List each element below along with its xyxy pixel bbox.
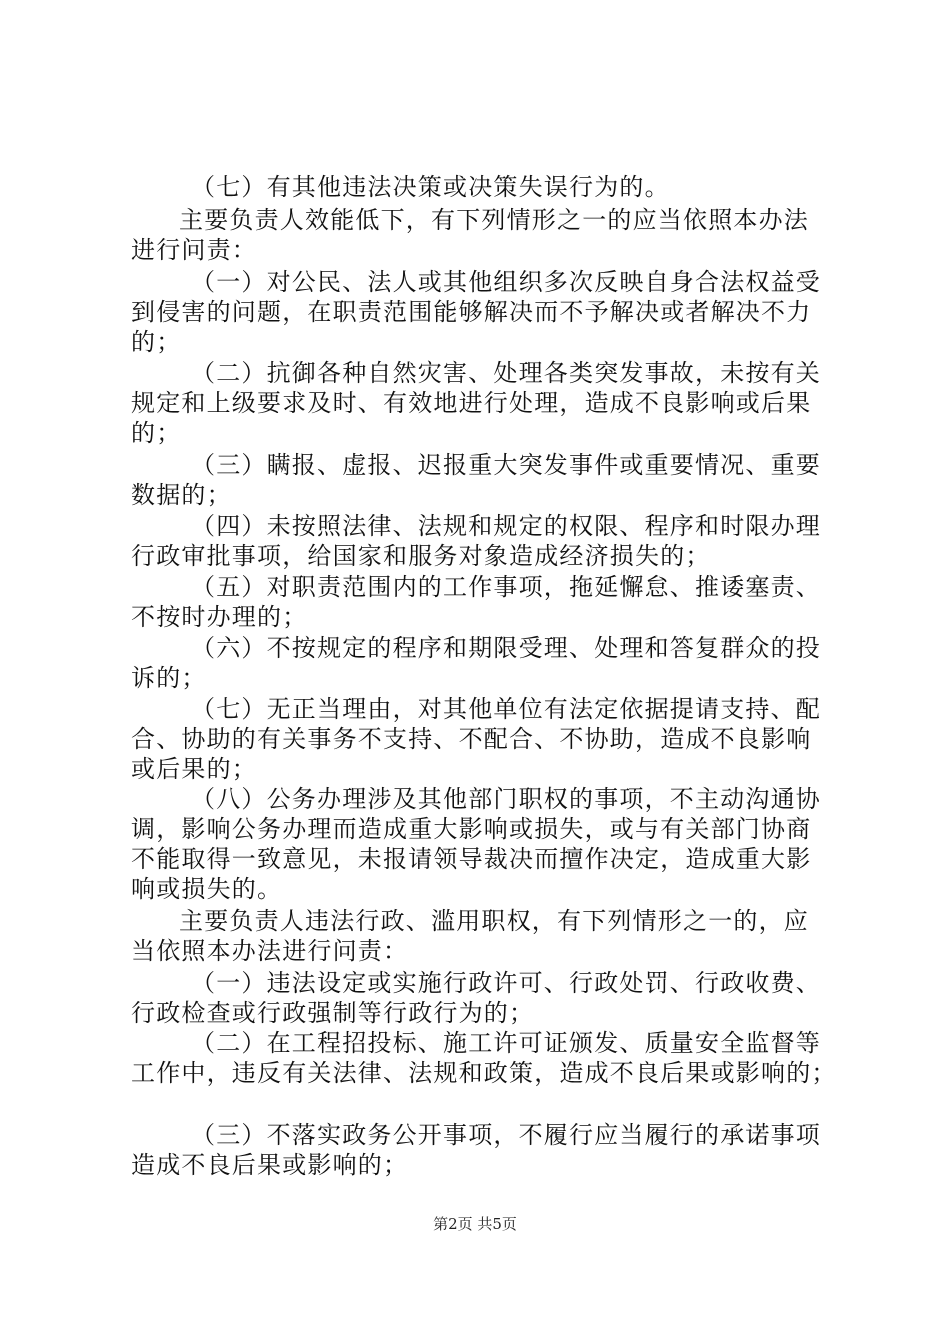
text-line: 主要负责人效能低下，有下列情形之一的应当依照本办法 <box>179 206 809 234</box>
text-line: 行政审批事项，给国家和服务对象造成经济损失的； <box>131 542 711 570</box>
text-line: （二）在工程招投标、施工许可证颁发、质量安全监督等 <box>191 1029 821 1057</box>
text-line: （三）瞒报、虚报、迟报重大突发事件或重要情况、重要 <box>191 451 821 479</box>
text-line: （四）未按照法律、法规和规定的权限、程序和时限办理 <box>191 512 821 540</box>
text-line: （一）对公民、法人或其他组织多次反映自身合法权益受 <box>191 268 821 296</box>
text-line: 造成不良后果或影响的； <box>131 1151 409 1179</box>
text-line: 数据的； <box>131 481 232 509</box>
text-line: 诉的； <box>131 664 207 692</box>
text-line: （六）不按规定的程序和期限受理、处理和答复群众的投 <box>191 634 821 662</box>
text-line: 的； <box>131 328 182 356</box>
text-line: 到侵害的问题，在职责范围能够解决而不予解决或者解决不力 <box>131 298 812 326</box>
text-line: 行政检查或行政强制等行政行为的； <box>131 999 535 1027</box>
text-line: 工作中，违反有关法律、法规和政策，造成不良后果或影响的； <box>131 1059 837 1087</box>
text-line: 当依照本办法进行问责： <box>131 937 409 965</box>
text-line: 或后果的； <box>131 755 257 783</box>
text-line: 规定和上级要求及时、有效地进行处理，造成不良影响或后果 <box>131 389 812 417</box>
text-line: 的； <box>131 419 182 447</box>
text-line: （八）公务办理涉及其他部门职权的事项，不主动沟通协 <box>191 785 821 813</box>
text-line: 合、协助的有关事务不支持、不配合、不协助，造成不良影响 <box>131 725 812 753</box>
text-line: 不按时办理的； <box>131 603 308 631</box>
text-line: 进行问责： <box>131 236 257 264</box>
text-line: 响或损失的。 <box>131 875 283 903</box>
text-line: （七）有其他违法决策或决策失误行为的。 <box>191 173 670 201</box>
text-line: （七）无正当理由，对其他单位有法定依据提请支持、配 <box>191 695 821 723</box>
text-line: （二）抗御各种自然灾害、处理各类突发事故，未按有关 <box>191 359 821 387</box>
text-line: 调，影响公务办理而造成重大影响或损失，或与有关部门协商 <box>131 815 812 843</box>
text-line: （一）违法设定或实施行政许可、行政处罚、行政收费、 <box>191 969 821 997</box>
page-footer: 第2页 共5页 <box>433 1215 517 1233</box>
text-line: 主要负责人违法行政、滥用职权，有下列情形之一的，应 <box>179 907 809 935</box>
text-line: （五）对职责范围内的工作事项，拖延懈怠、推诿塞责、 <box>191 573 821 601</box>
text-line: （三）不落实政务公开事项，不履行应当履行的承诺事项 <box>191 1121 821 1149</box>
text-line: 不能取得一致意见，未报请领导裁决而擅作决定，造成重大影 <box>131 845 812 873</box>
